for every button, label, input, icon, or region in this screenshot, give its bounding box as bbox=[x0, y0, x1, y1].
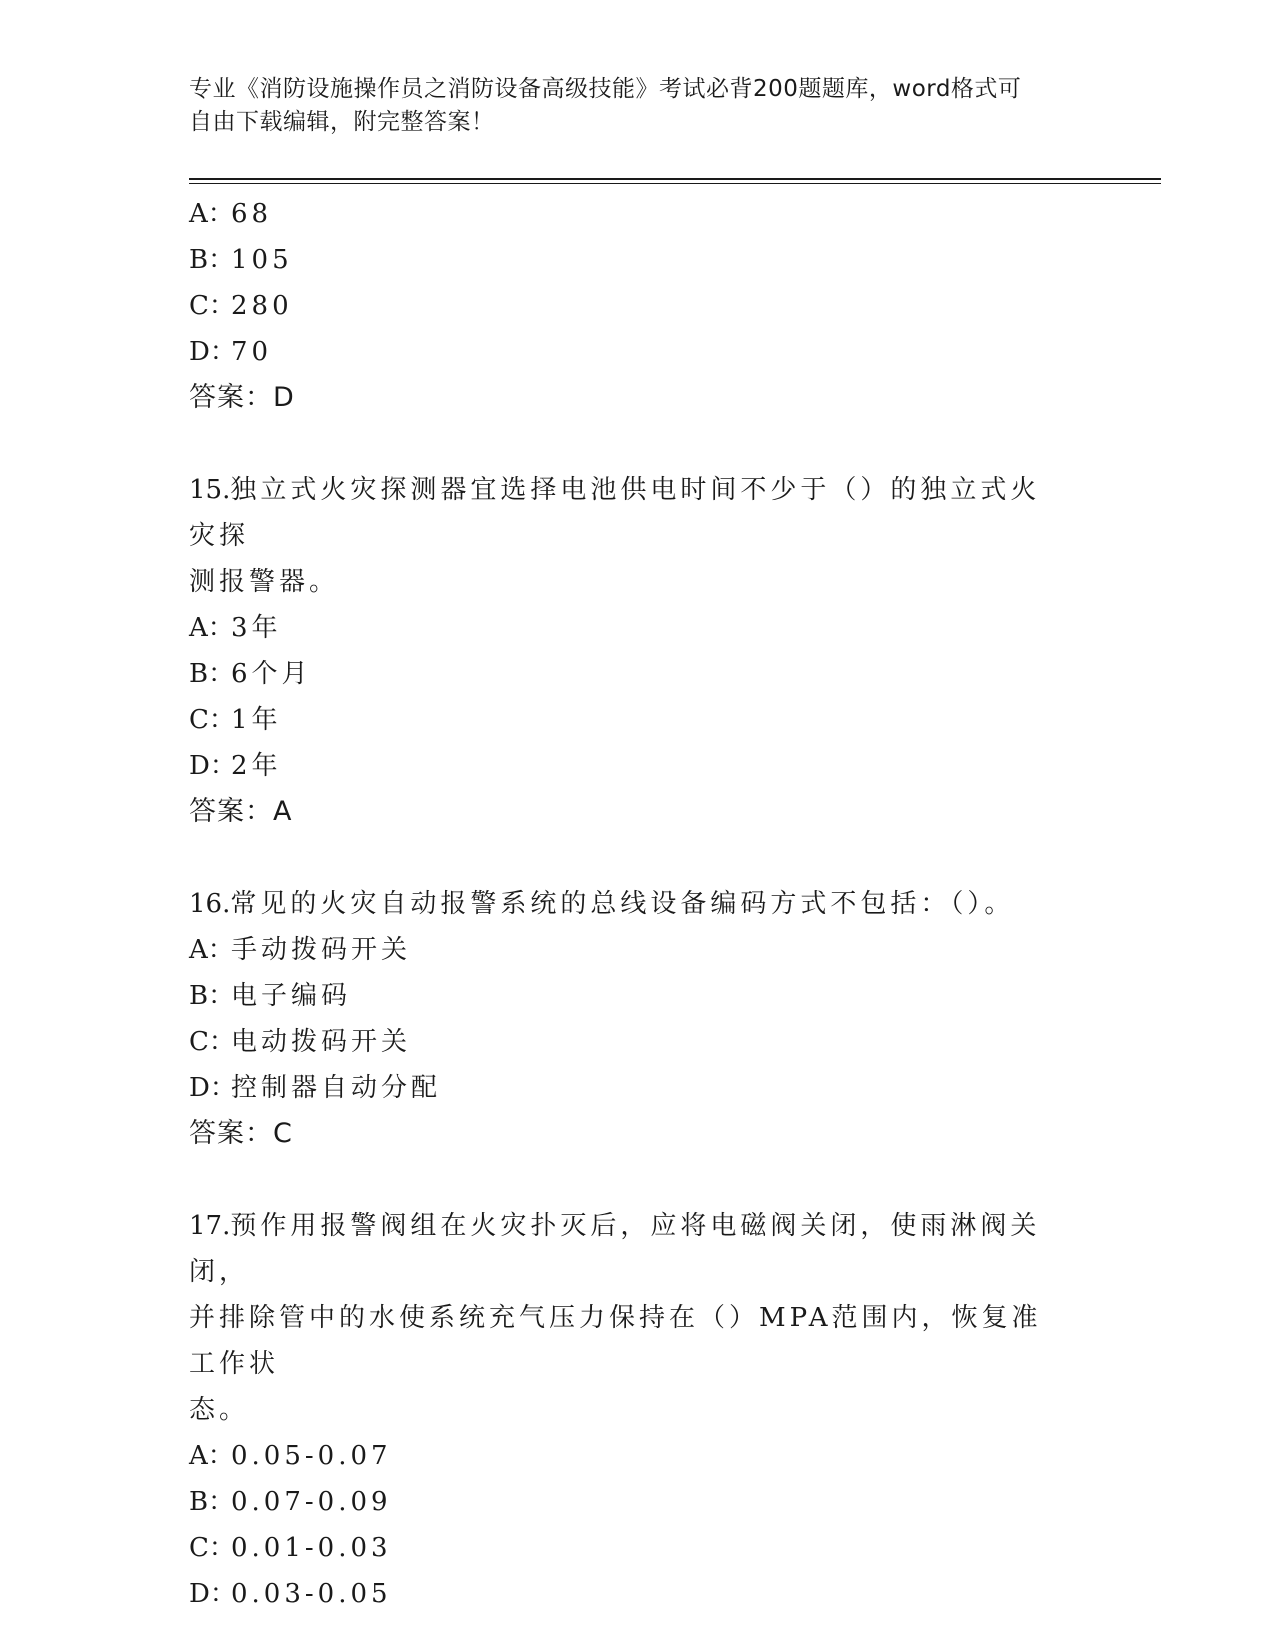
answer-line: 答案：A bbox=[189, 796, 293, 827]
question-text: 15.独立式火灾探测器宜选择电池供电时间不少于（）的独立式火灾探 测报警器。 bbox=[189, 475, 1041, 597]
question-text: 16.常见的火灾自动报警系统的总线设备编码方式不包括：（）。 bbox=[189, 889, 1015, 919]
option-a: A：0.05-0.07 bbox=[189, 1441, 392, 1471]
option-c: C：280 bbox=[189, 291, 293, 321]
header-line-2: 自由下载编辑，附完整答案！ bbox=[189, 109, 495, 135]
option-a: A：68 bbox=[189, 199, 273, 229]
question-15-block bbox=[189, 467, 1089, 835]
answer-line: 答案：C bbox=[189, 1118, 293, 1149]
header-line-1: 专业《消防设施操作员之消防设备高级技能》考试必背200题题库，word格式可 bbox=[189, 76, 1022, 102]
header-divider-thick bbox=[189, 178, 1161, 180]
option-d: D：2年 bbox=[189, 751, 282, 781]
question-list bbox=[189, 191, 1089, 1617]
question-17-block bbox=[189, 1203, 1089, 1617]
option-c: C：电动拨码开关 bbox=[189, 1027, 412, 1057]
question-16-block bbox=[189, 881, 1089, 1157]
answer-line: 答案：D bbox=[189, 382, 295, 413]
header-divider-thin bbox=[189, 183, 1161, 184]
option-a: A：3年 bbox=[189, 613, 282, 643]
option-b: B：0.07-0.09 bbox=[189, 1487, 392, 1517]
option-c: C：1年 bbox=[189, 705, 282, 735]
document-header bbox=[189, 73, 1089, 139]
option-d: D：70 bbox=[189, 337, 273, 367]
option-b: B：105 bbox=[189, 245, 293, 275]
option-d: D：控制器自动分配 bbox=[189, 1073, 442, 1103]
option-d: D：0.03-0.05 bbox=[189, 1579, 392, 1609]
option-c: C：0.01-0.03 bbox=[189, 1533, 392, 1563]
question-14-block bbox=[189, 191, 1089, 421]
option-b: B：6个月 bbox=[189, 659, 312, 689]
option-b: B：电子编码 bbox=[189, 981, 352, 1011]
option-a: A：手动拨码开关 bbox=[189, 935, 412, 965]
question-text: 17.预作用报警阀组在火灾扑灭后，应将电磁阀关闭，使雨淋阀关闭， 并排除管中的水使系统充气压力保持在（）MPA范围内，恢复准工作状 态。 bbox=[189, 1211, 1042, 1425]
